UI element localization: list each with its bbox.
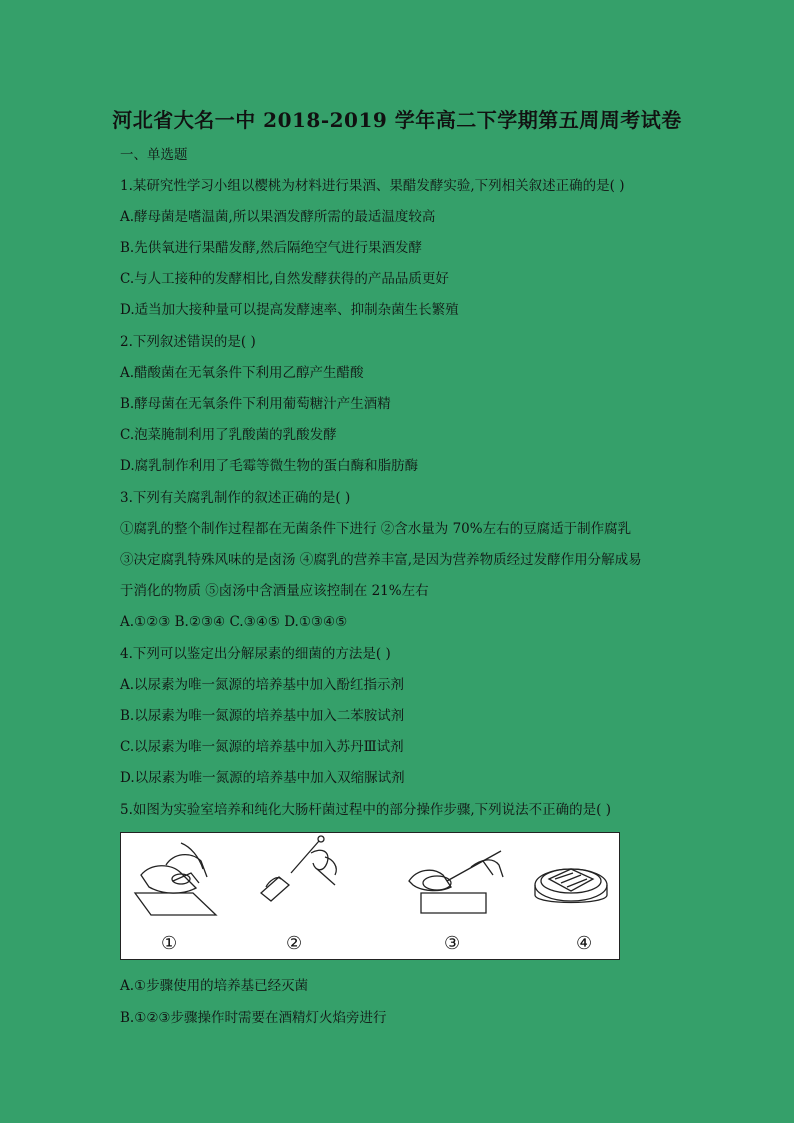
- question-line: B.酵母菌在无氧条件下利用葡萄糖汁产生酒精: [120, 396, 391, 412]
- figure-drawings: [121, 833, 621, 961]
- step-label-4: ④: [576, 933, 593, 954]
- step-label-1: ①: [161, 933, 178, 954]
- question-line: A.①步骤使用的培养基已经灭菌: [120, 978, 309, 994]
- section-heading: 一、单选题: [120, 147, 188, 163]
- question-line: B.以尿素为唯一氮源的培养基中加入二苯胺试剂: [120, 708, 405, 724]
- question-line: B.①②③步骤操作时需要在酒精灯火焰旁进行: [120, 1010, 387, 1026]
- question-line: 3.下列有关腐乳制作的叙述正确的是( ): [120, 490, 351, 506]
- question-line: C.泡菜腌制利用了乳酸菌的乳酸发酵: [120, 427, 337, 443]
- question-line: D.腐乳制作利用了毛霉等微生物的蛋白酶和脂肪酶: [120, 458, 419, 474]
- question-line: D.以尿素为唯一氮源的培养基中加入双缩脲试剂: [120, 770, 405, 786]
- question-line: A.醋酸菌在无氧条件下利用乙醇产生醋酸: [120, 365, 364, 381]
- question-line: 1.某研究性学习小组以樱桃为材料进行果酒、果醋发酵实验,下列相关叙述正确的是( ): [120, 178, 625, 194]
- question-line: 2.下列叙述错误的是( ): [120, 334, 256, 350]
- question-line: A.以尿素为唯一氮源的培养基中加入酚红指示剂: [120, 677, 405, 693]
- question-line: C.以尿素为唯一氮源的培养基中加入苏丹Ⅲ试剂: [120, 739, 404, 755]
- question-line: A.①②③ B.②③④ C.③④⑤ D.①③④⑤: [120, 614, 348, 630]
- question-line: 4.下列可以鉴定出分解尿素的细菌的方法是( ): [120, 646, 391, 662]
- step-label-3: ③: [444, 933, 461, 954]
- experiment-figure: [120, 832, 620, 960]
- question-line: 于消化的物质 ⑤卤汤中含酒量应该控制在 21%左右: [120, 583, 429, 599]
- question-line: ③决定腐乳特殊风味的是卤汤 ④腐乳的营养丰富,是因为营养物质经过发酵作用分解成易: [120, 552, 642, 568]
- question-line: 5.如图为实验室培养和纯化大肠杆菌过程中的部分操作步骤,下列说法不正确的是( ): [120, 802, 611, 818]
- question-line: B.先供氧进行果醋发酵,然后隔绝空气进行果酒发酵: [120, 240, 423, 256]
- step4-dish-drawing: [535, 869, 607, 903]
- step3-streak-drawing: [409, 851, 503, 913]
- question-line: C.与人工接种的发酵相比,自然发酵获得的产品品质更好: [120, 271, 449, 287]
- question-line: A.酵母菌是嗜温菌,所以果酒发酵所需的最适温度较高: [120, 209, 436, 225]
- page-title: 河北省大名一中 2018-2019 学年高二下学期第五周周考试卷: [112, 108, 682, 132]
- question-line: D.适当加大接种量可以提高发酵速率、抑制杂菌生长繁殖: [120, 302, 459, 318]
- step2-loop-drawing: [261, 836, 336, 901]
- question-line: ①腐乳的整个制作过程都在无菌条件下进行 ②含水量为 70%左右的豆腐适于制作腐乳: [120, 521, 632, 537]
- step1-pouring-drawing: [135, 843, 216, 915]
- step-label-2: ②: [286, 933, 303, 954]
